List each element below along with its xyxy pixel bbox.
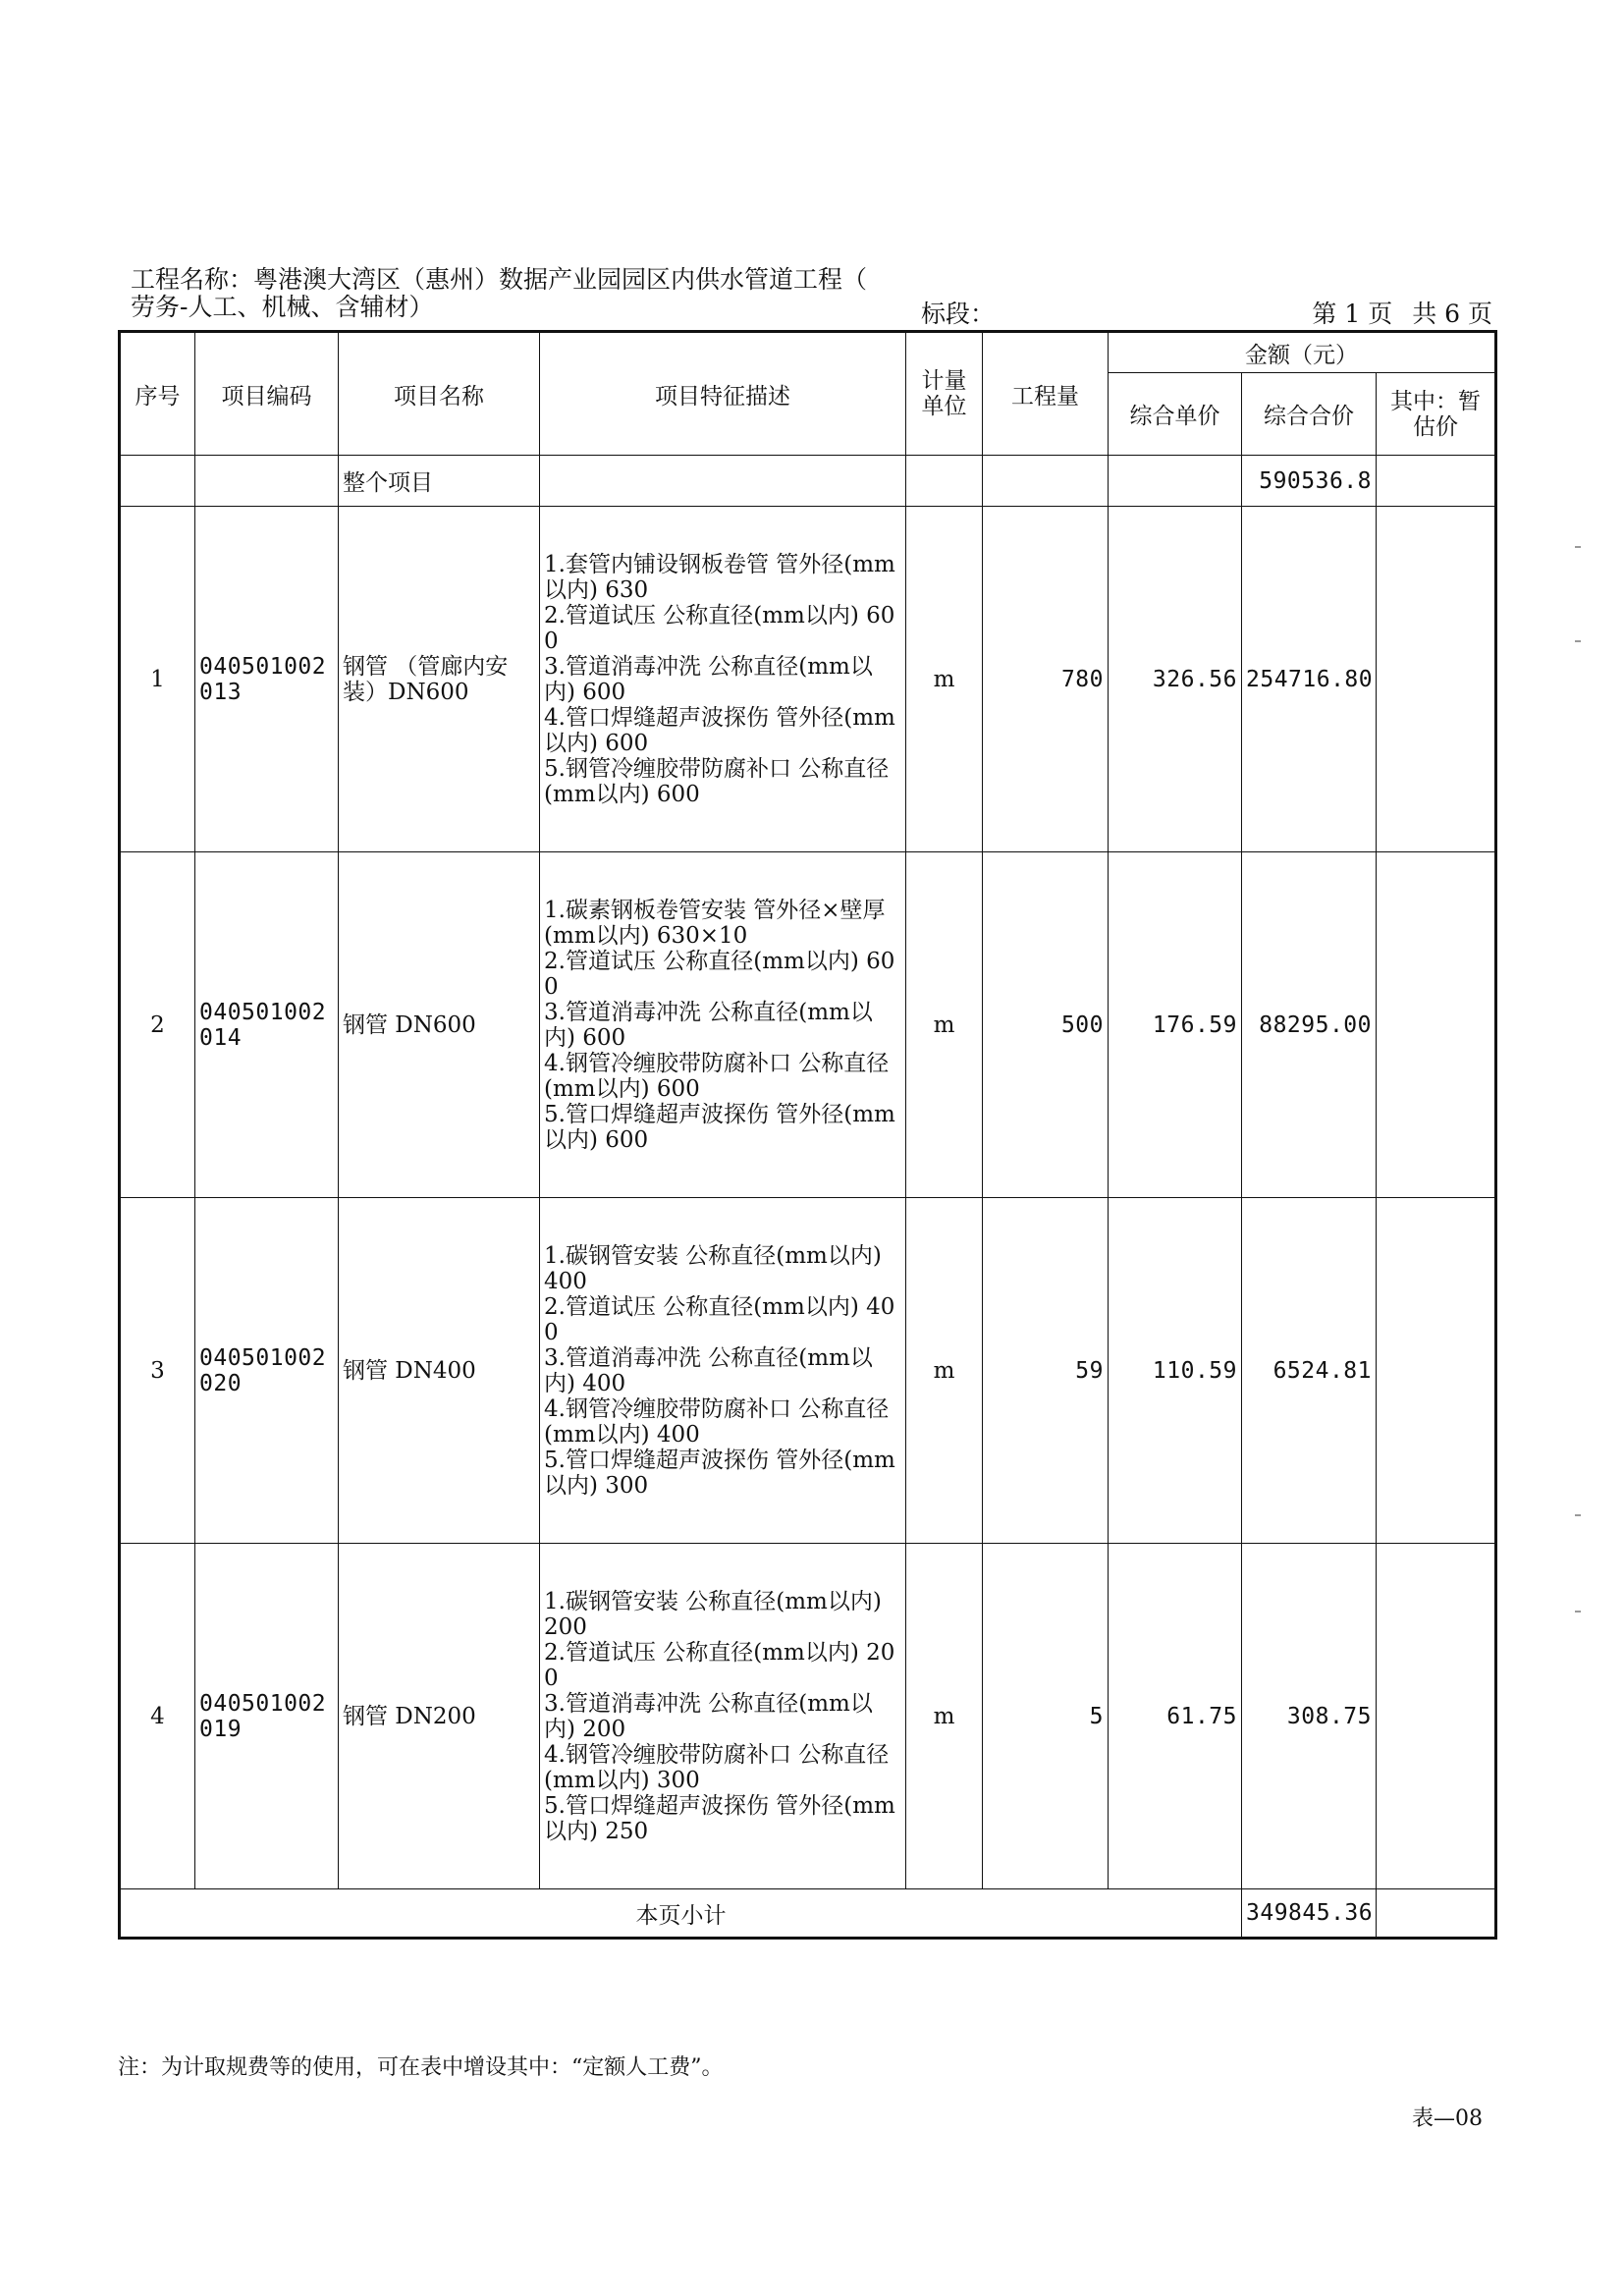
row-total: 88295.00 (1242, 852, 1377, 1198)
desc-line: 3.管道消毒冲洗 公称直径(mm以内) 600 (544, 653, 873, 705)
row-name: 钢管 DN600 (339, 852, 540, 1198)
row-provisional (1377, 1544, 1496, 1889)
desc-line: 5.钢管冷缠胶带防腐补口 公称直径(mm以内) 600 (544, 755, 890, 807)
subtotal-provisional (1377, 1889, 1496, 1939)
desc-line: 4.钢管冷缠胶带防腐补口 公称直径(mm以内) 600 (544, 1050, 890, 1102)
row-qty: 780 (983, 507, 1109, 852)
whole-project-total: 590536.8 (1242, 456, 1377, 507)
whole-desc-cell (540, 456, 906, 507)
row-unit: m (906, 507, 983, 852)
desc-line: 5.管口焊缝超声波探伤 管外径(mm以内) 300 (544, 1447, 895, 1499)
subtotal-row (120, 1889, 1496, 1939)
whole-seq-cell (120, 456, 195, 507)
desc-line: 3.管道消毒冲洗 公称直径(mm以内) 600 (544, 999, 873, 1051)
bill-of-quantities-table (118, 330, 1497, 1940)
row-unit-price: 176.59 (1109, 852, 1242, 1198)
row-unit-price: 326.56 (1109, 507, 1242, 852)
row-name: 钢管 （管廊内安装）DN600 (339, 507, 540, 852)
scan-mark (1575, 1514, 1581, 1516)
row-provisional (1377, 507, 1496, 852)
subtotal-label: 本页小计 (120, 1889, 1242, 1939)
scan-mark (1575, 546, 1581, 548)
form-number: 表—08 (1412, 2106, 1483, 2131)
project-name-line1: 工程名称：粤港澳大湾区（惠州）数据产业园园区内供水管道工程（ (131, 265, 868, 294)
header-row-1 (120, 332, 1496, 373)
whole-qty-cell (983, 456, 1109, 507)
project-name-line2: 劳务-人工、机械、含辅材） (131, 293, 434, 321)
row-desc (540, 852, 906, 1198)
row-desc (540, 1198, 906, 1544)
desc-line: 5.管口焊缝超声波探伤 管外径(mm以内) 600 (544, 1101, 895, 1153)
table-row (120, 852, 1496, 1198)
scan-mark (1575, 1611, 1581, 1613)
row-qty: 5 (983, 1544, 1109, 1889)
row-name: 钢管 DN400 (339, 1198, 540, 1544)
row-unit: m (906, 852, 983, 1198)
whole-code-cell (195, 456, 339, 507)
scan-mark (1575, 640, 1581, 642)
whole-project-name: 整个项目 (339, 456, 540, 507)
page-total: 共 6 页 (1412, 300, 1492, 328)
row-qty: 500 (983, 852, 1109, 1198)
row-code: 040501002013 (195, 507, 339, 852)
desc-line: 4.管口焊缝超声波探伤 管外径(mm以内) 600 (544, 704, 895, 756)
desc-line: 4.钢管冷缠胶带防腐补口 公称直径(mm以内) 300 (544, 1741, 890, 1793)
row-desc (540, 1544, 906, 1889)
desc-line: 1.碳钢管安装 公称直径(mm以内) 200 (544, 1588, 882, 1640)
desc-line: 3.管道消毒冲洗 公称直径(mm以内) 200 (544, 1690, 873, 1742)
desc-line: 2.管道试压 公称直径(mm以内) 200 (544, 1639, 895, 1691)
col-unit-price: 综合单价 (1109, 373, 1242, 456)
row-total: 254716.80 (1242, 507, 1377, 852)
row-seq: 4 (120, 1544, 195, 1889)
desc-line: 2.管道试压 公称直径(mm以内) 400 (544, 1293, 895, 1345)
col-name: 项目名称 (339, 332, 540, 456)
row-provisional (1377, 852, 1496, 1198)
row-unit-price: 61.75 (1109, 1544, 1242, 1889)
row-unit: m (906, 1544, 983, 1889)
bid-section-label: 标段： (921, 300, 996, 328)
row-unit-price: 110.59 (1109, 1198, 1242, 1544)
page-info (1300, 295, 1492, 330)
row-code: 040501002020 (195, 1198, 339, 1544)
desc-line: 3.管道消毒冲洗 公称直径(mm以内) 400 (544, 1344, 873, 1396)
desc-line: 1.套管内铺设钢板卷管 管外径(mm以内) 630 (544, 551, 895, 603)
table-row (120, 507, 1496, 852)
row-seq: 3 (120, 1198, 195, 1544)
col-amount-group: 金额（元） (1109, 332, 1496, 373)
table-row (120, 1198, 1496, 1544)
row-seq: 2 (120, 852, 195, 1198)
col-code: 项目编码 (195, 332, 339, 456)
col-qty: 工程量 (983, 332, 1109, 456)
row-unit: m (906, 1198, 983, 1544)
subtotal-total: 349845.36 (1242, 1889, 1377, 1939)
desc-line: 2.管道试压 公称直径(mm以内) 600 (544, 948, 895, 1000)
table-row (120, 1544, 1496, 1889)
page-current: 第 1 页 (1312, 300, 1393, 328)
row-code: 040501002019 (195, 1544, 339, 1889)
row-name: 钢管 DN200 (339, 1544, 540, 1889)
row-total: 6524.81 (1242, 1198, 1377, 1544)
row-qty: 59 (983, 1198, 1109, 1544)
col-unit: 计量单位 (906, 332, 983, 456)
row-provisional (1377, 1198, 1496, 1544)
desc-line: 4.钢管冷缠胶带防腐补口 公称直径(mm以内) 400 (544, 1395, 890, 1448)
footnote: 注：为计取规费等的使用，可在表中增设其中：“定额人工费”。 (118, 2055, 724, 2080)
desc-line: 5.管口焊缝超声波探伤 管外径(mm以内) 250 (544, 1792, 895, 1844)
desc-line: 1.碳钢管安装 公称直径(mm以内) 400 (544, 1242, 882, 1294)
whole-unit-price-cell (1109, 456, 1242, 507)
desc-line: 2.管道试压 公称直径(mm以内) 600 (544, 602, 895, 654)
row-total: 308.75 (1242, 1544, 1377, 1889)
col-desc: 项目特征描述 (540, 332, 906, 456)
desc-line: 1.碳素钢板卷管安装 管外径×壁厚(mm以内) 630×10 (544, 897, 886, 949)
whole-unit-cell (906, 456, 983, 507)
whole-provisional-cell (1377, 456, 1496, 507)
row-desc (540, 507, 906, 852)
col-total-price: 综合合价 (1242, 373, 1377, 456)
col-seq: 序号 (120, 332, 195, 456)
col-provisional: 其中：暂估价 (1377, 373, 1496, 456)
whole-project-row (120, 456, 1496, 507)
row-code: 040501002014 (195, 852, 339, 1198)
row-seq: 1 (120, 507, 195, 852)
